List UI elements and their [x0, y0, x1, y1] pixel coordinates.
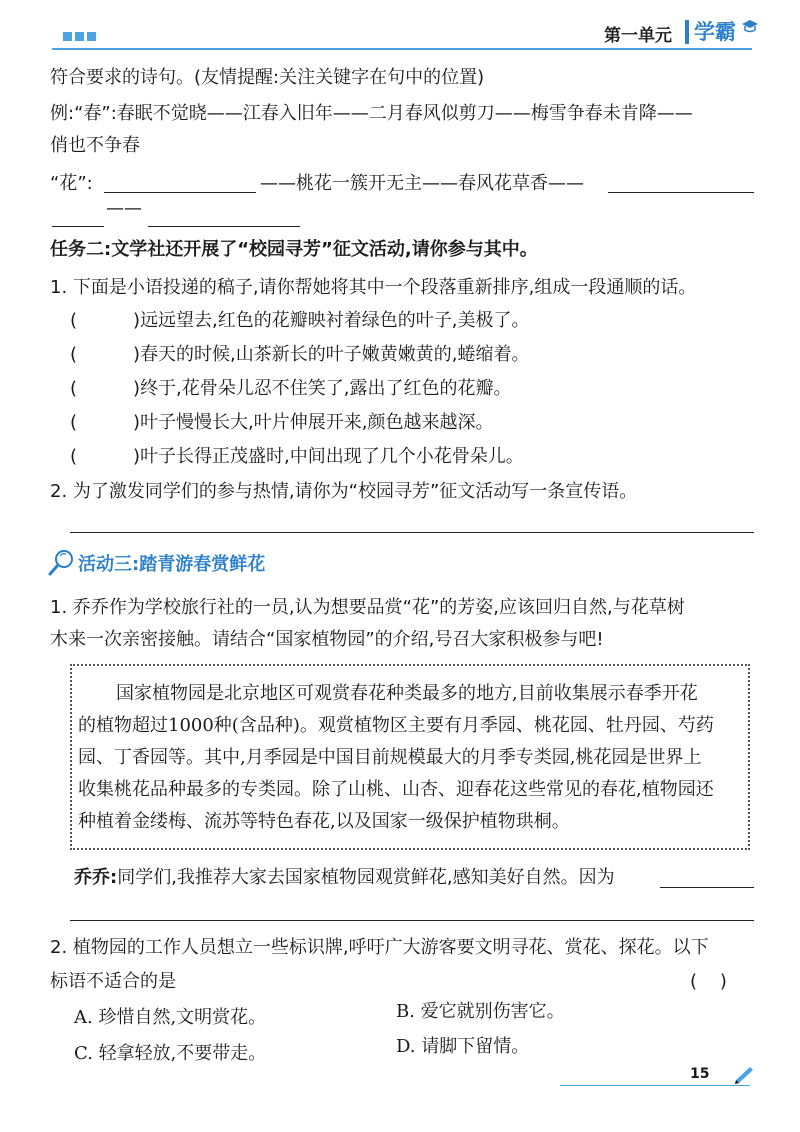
- activity3-title: 活动三:踏青游春赏鲜花: [78, 554, 266, 575]
- pencil-icon: [732, 1064, 756, 1084]
- answer-blank-4[interactable]: [148, 226, 300, 227]
- answer-paren[interactable]: ( ): [690, 971, 727, 992]
- option-a[interactable]: A. 珍惜自然,文明赏花。: [74, 1007, 267, 1028]
- order-item-text: 叶子长得正茂盛时,中间出现了几个小花骨朵儿。: [140, 446, 524, 467]
- passage-line-5: 种植着金缕梅、流苏等特色春花,以及国家一级保护植物珙桐。: [78, 811, 570, 832]
- passage-box: [70, 664, 750, 850]
- magnifier-icon: [47, 548, 75, 578]
- answer-blank-1[interactable]: [104, 192, 256, 193]
- unit-label: 第一单元: [604, 26, 672, 46]
- order-item-3: [70, 377, 512, 401]
- passage-line-2: 的植物超过1000种(含品种)。观赏植物区主要有月季园、桃花园、牡丹园、芍药: [78, 715, 714, 736]
- order-item-2: [70, 343, 530, 367]
- graduation-cap-icon: [741, 18, 759, 36]
- passage-line-3: 园、丁香园等。其中,月季园是中国目前规模最大的月季专类园,桃花园是世界上: [78, 747, 702, 768]
- paren-close: ): [133, 446, 141, 467]
- reason-blank-2[interactable]: [70, 920, 754, 921]
- option-d[interactable]: D. 请脚下留情。: [396, 1036, 530, 1057]
- paren-close: ): [133, 344, 141, 365]
- order-item-4: [70, 411, 494, 435]
- answer-blank-2[interactable]: [608, 192, 754, 193]
- slogan-answer-line[interactable]: [70, 532, 754, 533]
- hua-middle: ——桃花一簇开无主——春风花草香——: [260, 173, 584, 194]
- intro-line: 符合要求的诗句。(友情提醒:关注关键字在句中的位置): [50, 67, 485, 88]
- order-item-text: 远远望去,红色的花瓣映衬着绿色的叶子,美极了。: [140, 310, 530, 331]
- hua-label: “花”:: [50, 173, 93, 194]
- qiaoqiao-line: [74, 866, 615, 890]
- header-square-1: [63, 32, 72, 41]
- brand-bar: [685, 20, 689, 44]
- order-item-text: 春天的时候,山茶新长的叶子嫩黄嫩黄的,蜷缩着。: [140, 344, 530, 365]
- paren-close: ): [133, 412, 141, 433]
- answer-blank-3[interactable]: [52, 226, 104, 227]
- activity3-q2-line1: 2. 植物园的工作人员想立一些标识牌,呼吁广大游客要文明寻花、赏花、探花。以下: [50, 937, 709, 958]
- paren-close: ): [133, 310, 141, 331]
- paren-close: ): [133, 378, 141, 399]
- order-item-5: [70, 445, 524, 469]
- paren-open: (: [70, 412, 78, 433]
- header-rule: [52, 48, 752, 50]
- qiaoqiao-label: 乔乔:: [74, 867, 118, 888]
- header-square-2: [75, 32, 84, 41]
- qiaoqiao-text: 同学们,我推荐大家去国家植物园观赏鲜花,感知美好自然。因为: [117, 867, 615, 888]
- brand-logo: 学霸: [694, 20, 736, 44]
- passage-line-4: 收集桃花品种最多的专类园。除了山桃、山杏、迎春花这些常见的春花,植物园还: [78, 779, 714, 800]
- activity3-q1-line1: 1. 乔乔作为学校旅行社的一员,认为想要品赏“花”的芳姿,应该回归自然,与花草树: [50, 597, 685, 618]
- paren-open: (: [70, 378, 78, 399]
- task2-title: 任务二:文学社还开展了“校园寻芳”征文活动,请你参与其中。: [50, 239, 538, 260]
- option-c[interactable]: C. 轻拿轻放,不要带走。: [74, 1043, 267, 1064]
- task2-question-1: 1. 下面是小语投递的稿子,请你帮她将其中一个段落重新排序,组成一段通顺的话。: [50, 277, 697, 298]
- option-b[interactable]: B. 爱它就别伤害它。: [396, 1001, 565, 1022]
- order-item-1: [70, 309, 530, 333]
- dash-separator: ——: [106, 198, 142, 219]
- paren-open: (: [70, 310, 78, 331]
- reason-blank-1[interactable]: [660, 887, 754, 888]
- paren-open: (: [70, 344, 78, 365]
- activity3-q2-line2: 标语不适合的是: [50, 971, 176, 992]
- order-item-text: 叶子慢慢长大,叶片伸展开来,颜色越来越深。: [140, 412, 494, 433]
- task2-question-2: 2. 为了激发同学们的参与热情,请你为“校园寻芳”征文活动写一条宣传语。: [50, 481, 638, 502]
- order-item-text: 终于,花骨朵儿忍不住笑了,露出了红色的花瓣。: [140, 378, 512, 399]
- header-square-3: [87, 32, 96, 41]
- passage-line-1: 国家植物园是北京地区可观赏春花种类最多的地方,目前收集展示春季开花: [116, 683, 698, 704]
- page-number: 15: [690, 1066, 710, 1082]
- paren-open: (: [70, 446, 78, 467]
- footer-rule: [560, 1085, 750, 1086]
- activity3-q1-line2: 木来一次亲密接触。请结合“国家植物园”的介绍,号召大家积极参与吧!: [50, 629, 604, 650]
- example-line-2: 俏也不争春: [50, 135, 140, 156]
- example-line-1: 例:“春”:春眠不觉晓——江春入旧年——二月春风似剪刀——梅雪争春未肯降——: [50, 103, 693, 124]
